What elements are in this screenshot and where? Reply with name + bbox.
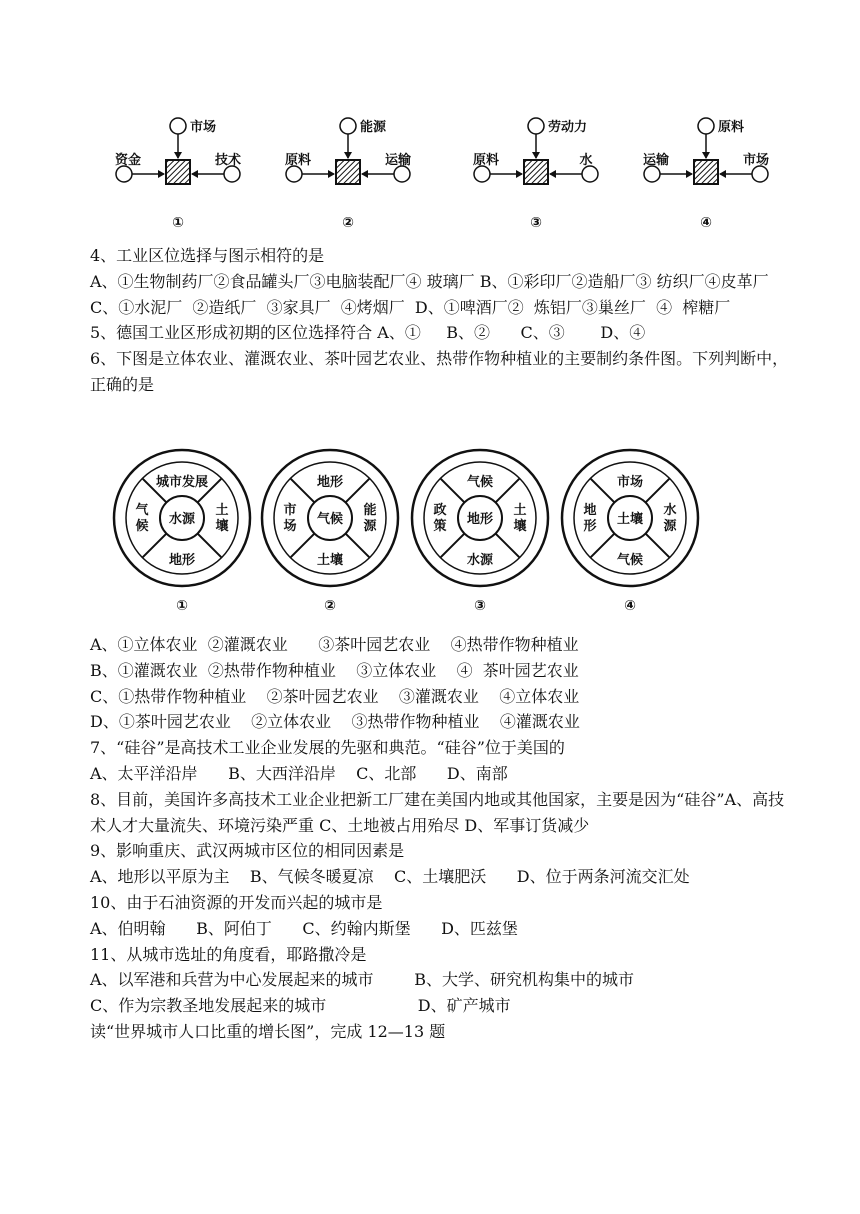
top-factor-label: 原料 — [718, 120, 745, 135]
question-11-stem: 11、从城市选址的角度看，耶路撒冷是 — [90, 944, 367, 964]
question-12-13-intro: 读“世界城市人口比重的增长图”，完成 12—13 题 — [90, 1021, 446, 1041]
factory-box — [336, 160, 360, 184]
location-diagram-3 — [448, 108, 623, 236]
location-diagram-1 — [90, 108, 265, 236]
location-diagram-4 — [618, 108, 793, 236]
right-factor-label: 技术 — [214, 153, 242, 168]
left-factor-label: 运输 — [642, 153, 670, 168]
top-factor-label: 市场 — [190, 120, 217, 135]
question-6-option-c: C、①热带作物种植业 ②茶叶园艺农业 ③灌溉农业 ④立体农业 — [90, 686, 580, 706]
wheel-number: ④ — [624, 598, 636, 614]
svg-text:地: 地 — [583, 503, 597, 518]
agriculture-wheel-1 — [110, 448, 255, 618]
diagram-number: ② — [342, 215, 354, 231]
question-10-stem: 10、由于石油资源的开发而兴起的城市是 — [90, 892, 383, 912]
factory-box — [166, 160, 190, 184]
right-factor-node — [224, 166, 240, 182]
bottom-sector-label: 地形 — [168, 553, 196, 568]
question-8: 8、目前，美国许多高技术工业企业把新工厂建在美国内地或其他国家，主要是因为“硅谷”A、高技术人才大量流失、环境污染严重 C、土地被占用殆尽 D、军事订货减少 — [90, 789, 785, 835]
agriculture-wheel-figure — [90, 448, 790, 618]
factory-box — [694, 160, 718, 184]
right-factor-label: 市场 — [742, 153, 770, 168]
question-6-option-a: A、①立体农业 ②灌溉农业 ③茶叶园艺农业 ④热带作物种植业 — [90, 635, 579, 654]
agriculture-wheel-4 — [558, 448, 703, 618]
top-factor-node — [170, 118, 186, 134]
top-arrow-head — [702, 152, 710, 159]
industry-location-figure — [90, 108, 790, 236]
svg-text:气: 气 — [135, 503, 149, 518]
left-factor-node — [116, 166, 132, 182]
right-arrow-head — [191, 170, 198, 178]
wheel-number: ① — [176, 598, 188, 614]
right-factor-label: 水 — [579, 153, 593, 168]
question-block-4-6 — [90, 243, 790, 398]
svg-text:能: 能 — [363, 503, 377, 518]
right-factor-label: 运输 — [384, 153, 412, 168]
right-arrow-head — [719, 170, 726, 178]
left-factor-label: 资金 — [114, 153, 142, 168]
question-11-options-cd: C、作为宗教圣地发展起来的城市 D、矿产城市 — [90, 996, 511, 1016]
svg-text:源: 源 — [363, 519, 377, 534]
top-factor-node — [340, 118, 356, 134]
left-arrow-head — [158, 170, 165, 178]
right-factor-node — [752, 166, 768, 182]
center-label: 气候 — [316, 512, 344, 527]
question-11-options-ab: A、以军港和兵营为中心发展起来的城市 B、大学、研究机构集中的城市 — [90, 970, 635, 990]
svg-text:壤: 壤 — [513, 519, 527, 534]
question-7-stem: 7、“硅谷”是高技术工业企业发展的先驱和典范。“硅谷”位于美国的 — [90, 738, 565, 758]
top-arrow-head — [344, 152, 352, 159]
svg-text:候: 候 — [135, 519, 149, 534]
top-sector-label: 市场 — [616, 475, 644, 490]
diagram-number: ③ — [530, 215, 542, 231]
left-factor-label: 原料 — [284, 153, 312, 168]
question-6-option-d: D、①茶叶园艺农业 ②立体农业 ③热带作物种植业 ④灌溉农业 — [90, 712, 580, 732]
svg-text:形: 形 — [583, 519, 597, 534]
center-label: 土壤 — [616, 512, 644, 527]
question-10-options: A、伯明翰 B、阿伯丁 C、约翰内斯堡 D、匹兹堡 — [90, 918, 518, 938]
question-4-options-cd: C、①水泥厂 ②造纸厂 ③家具厂 ④烤烟厂 D、①啤酒厂② 炼铝厂③巢丝厂 ④ 榨糖厂 — [90, 297, 731, 317]
wheel-number: ② — [324, 598, 336, 614]
question-4-stem: 4、工业区位选择与图示相符的是 — [90, 246, 325, 265]
factory-box — [524, 160, 548, 184]
top-factor-label: 劳动力 — [548, 120, 588, 135]
diagram-number: ① — [172, 215, 184, 231]
question-5: 5、德国工业区形成初期的区位选择符合 A、① B、② C、③ D、④ — [90, 323, 646, 343]
question-block-6-13 — [90, 632, 790, 1045]
right-arrow-head — [361, 170, 368, 178]
top-arrow-head — [532, 152, 540, 159]
left-factor-node — [286, 166, 302, 182]
wheel-number: ③ — [474, 598, 486, 614]
svg-text:政: 政 — [433, 503, 447, 518]
svg-text:水: 水 — [663, 503, 677, 518]
svg-text:源: 源 — [663, 519, 677, 534]
top-factor-node — [698, 118, 714, 134]
top-sector-label: 城市发展 — [155, 475, 209, 490]
question-9-stem: 9、影响重庆、武汉两城市区位的相同因素是 — [90, 841, 405, 861]
svg-text:市: 市 — [283, 503, 297, 518]
top-arrow-head — [174, 152, 182, 159]
left-factor-label: 原料 — [472, 153, 500, 168]
bottom-sector-label: 土壤 — [316, 553, 344, 568]
top-sector-label: 地形 — [316, 475, 344, 490]
center-label: 水源 — [168, 512, 196, 527]
right-factor-node — [582, 166, 598, 182]
left-factor-node — [644, 166, 660, 182]
left-arrow-head — [516, 170, 523, 178]
diagram-number: ④ — [700, 215, 712, 231]
left-arrow-head — [686, 170, 693, 178]
question-9-options: A、地形以平原为主 B、气候冬暖夏凉 C、土壤肥沃 D、位于两条河流交汇处 — [90, 867, 690, 887]
question-6-option-b: B、①灌溉农业 ②热带作物种植业 ③立体农业 ④ 茶叶园艺农业 — [90, 660, 579, 680]
svg-text:场: 场 — [283, 519, 297, 534]
location-diagram-2 — [260, 108, 435, 236]
svg-text:壤: 壤 — [215, 519, 229, 534]
left-factor-node — [474, 166, 490, 182]
agriculture-wheel-3 — [408, 448, 553, 618]
question-6-stem: 6、下图是立体农业、灌溉农业、茶叶园艺农业、热带作物种植业的主要制约条件图。下列判断中，正确的是 — [90, 349, 789, 394]
top-sector-label: 气候 — [466, 475, 494, 490]
bottom-sector-label: 水源 — [466, 553, 494, 568]
center-label: 地形 — [466, 512, 494, 527]
right-arrow-head — [549, 170, 556, 178]
question-4-options-ab: A、①生物制药厂②食品罐头厂③电脑装配厂④ 玻璃厂 B、①彩印厂②造船厂③ 纺织厂④皮革厂 — [90, 271, 769, 291]
question-7-options: A、太平洋沿岸 B、大西洋沿岸 C、北部 D、南部 — [90, 763, 508, 783]
top-factor-label: 能源 — [360, 120, 387, 135]
svg-text:土: 土 — [513, 503, 527, 518]
svg-text:土: 土 — [215, 503, 229, 518]
top-factor-node — [528, 118, 544, 134]
left-arrow-head — [328, 170, 335, 178]
right-factor-node — [394, 166, 410, 182]
svg-text:策: 策 — [433, 519, 447, 534]
bottom-sector-label: 气候 — [616, 553, 644, 568]
agriculture-wheel-2 — [258, 448, 403, 618]
